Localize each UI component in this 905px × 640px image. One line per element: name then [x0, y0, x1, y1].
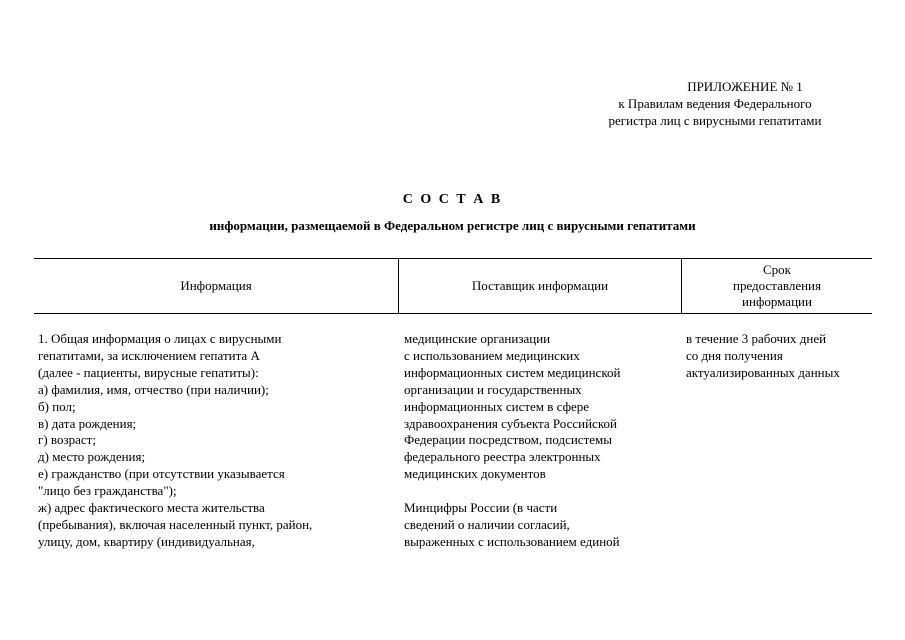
row1-info-line: е) гражданство (при отсутствии указывается — [38, 466, 285, 482]
row1-supplier-line: информационных систем в сфере — [404, 398, 590, 414]
row1-supplier-line: с использованием медицинских — [404, 347, 580, 363]
row1-term-line: актуализированных данных — [686, 364, 840, 380]
row1-info-line: (далее - пациенты, вирусные гепатиты): — [38, 364, 259, 380]
row1-supplier-line: Минцифры России (в части — [404, 500, 558, 516]
paragraph-gap — [404, 483, 620, 500]
row1-info-line: в) дата рождения; — [38, 415, 137, 431]
header-term-line-3: информации — [742, 293, 812, 309]
row1-supplier-line: федерального реестра электронных — [404, 449, 601, 465]
row1-info-line: б) пол; — [38, 398, 76, 414]
row1-info-line: г) возраст; — [38, 432, 96, 448]
row1-info-line: улицу, дом, квартиру (индивидуальная, — [38, 533, 255, 549]
row1-info-line: д) место рождения; — [38, 449, 146, 465]
header-supplier: Поставщик информации — [471, 277, 609, 293]
appendix-reference-line-2: регистра лиц с вирусными гепатитами — [608, 113, 822, 128]
row1-info-line: гепатитами, за исключением гепатита А — [38, 347, 260, 363]
document-title: С О С Т А В — [402, 192, 503, 207]
row1-term-line: со дня получения — [686, 347, 783, 363]
document-subtitle: информации, размещаемой в Федеральном регистре лиц с вирусными гепатитами — [209, 218, 696, 233]
row1-supplier-line: информационных систем медицинской — [404, 364, 621, 380]
row1-info-line: (пребывания), включая населенный пункт, район, — [38, 516, 313, 532]
table-header-bottom-rule — [34, 313, 872, 314]
header-term-line-2: предоставления — [733, 277, 821, 293]
row1-info-line: ж) адрес фактического места жительства — [38, 500, 265, 516]
row1-supplier-line: выраженных с использованием единой — [404, 533, 620, 549]
row1-info-line: "лицо без гражданства"); — [38, 483, 177, 499]
header-term-line-1: Срок — [763, 261, 791, 277]
row1-supplier-line: Федерации посредством, подсистемы — [404, 432, 612, 448]
row1-supplier-line: здравоохранения субъекта Российской — [404, 415, 617, 431]
row1-supplier-line: сведений о наличии согласий, — [404, 516, 570, 532]
header-info: Информация — [180, 277, 252, 293]
row1-supplier-line: медицинских документов — [404, 466, 546, 482]
row1-info-line: 1. Общая информация о лицах с вирусными — [38, 331, 282, 346]
appendix-number: ПРИЛОЖЕНИЕ № 1 — [687, 79, 803, 94]
appendix-reference-line-1: к Правилам ведения Федерального — [618, 96, 812, 111]
row1-info — [38, 331, 312, 551]
appendix-header — [560, 78, 870, 129]
row1-supplier-line: медицинские организации — [404, 331, 551, 346]
row1-supplier-line: организации и государственных — [404, 381, 582, 397]
header-term — [682, 258, 872, 313]
row1-supplier — [404, 331, 620, 551]
row1-term — [686, 331, 840, 382]
row1-info-line: а) фамилия, имя, отчество (при наличии); — [38, 381, 269, 397]
row1-term-line: в течение 3 рабочих дней — [686, 331, 827, 346]
